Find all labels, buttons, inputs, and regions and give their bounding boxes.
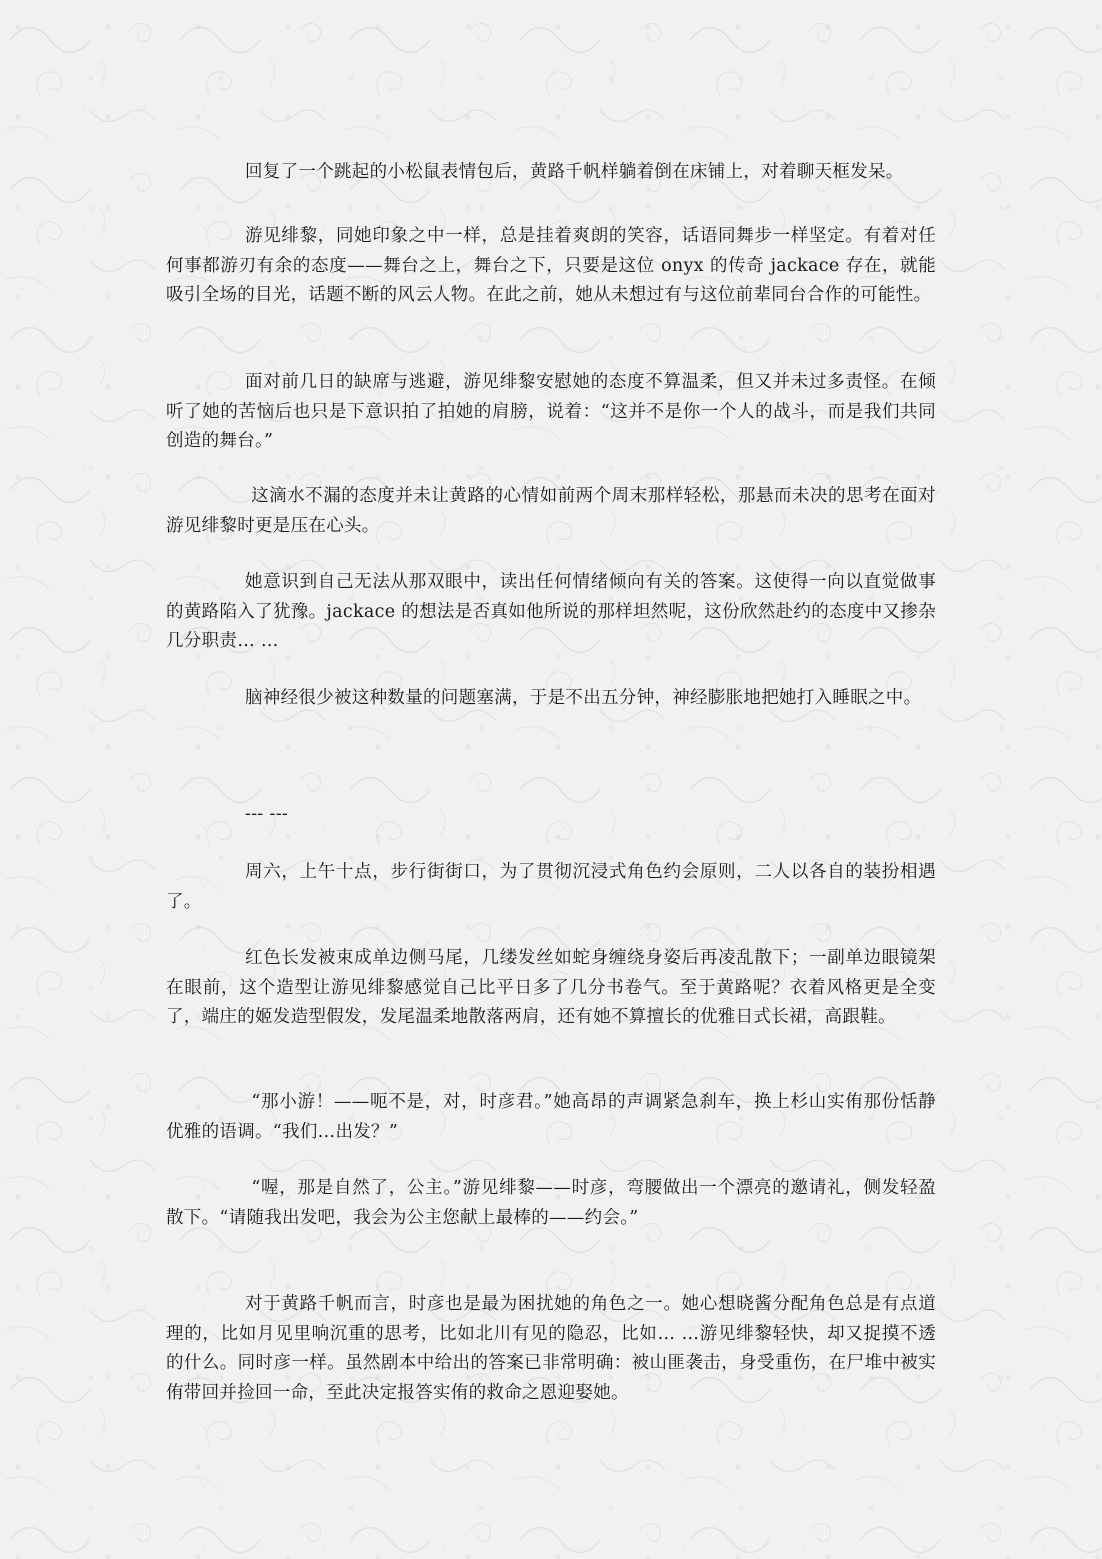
paragraph-6: 脑神经很少被这种数量的问题塞满，于是不出五分钟，神经膨胀地把她打入睡眠之中。 <box>245 688 922 708</box>
paragraph-9: “那小游！——呃不是，对，时彦君。”她高昂的声调紧急刹车，换上杉山实侑那份恬静优雅的语调。“我们…出发？” <box>166 1092 936 1142</box>
paragraph-5: 她意识到自己无法从那双眼中，读出任何情绪倾向有关的答案。这使得一向以直觉做事的黄路陷入了犹豫。jackace 的想法是否真如他所说的那样坦然呢，这份欣然赴约的态度中又掺杂几分职责… … <box>166 572 936 651</box>
paragraph-7: 周六，上午十点，步行街街口，为了贯彻沉浸式角色约会原则，二人以各自的装扮相遇了。 <box>166 862 936 912</box>
paragraph-10: “喔，那是自然了，公主。”游见绯黎——时彦，弯腰做出一个漂亮的邀请礼，侧发轻盈散下。“请随我出发吧，我会为公主您献上最棒的——约会。” <box>166 1178 936 1228</box>
section-divider: --- --- <box>245 804 289 824</box>
paragraph-8: 红色长发被束成单边侧马尾，几缕发丝如蛇身缠绕身姿后再凌乱散下；一副单边眼镜架在眼前，这个造型让游见绯黎感觉自己比平日多了几分书卷气。至于黄路呢？衣着风格更是全变了，端庄的姬发造型假发，发尾温柔地散落两肩，还有她不算擅长的优雅日式长裙，高跟鞋。 <box>166 948 936 1027</box>
paragraph-4: 这滴水不漏的态度并未让黄路的心情如前两个周末那样轻松，那悬而未决的思考在面对游见绯黎时更是压在心头。 <box>166 486 936 536</box>
paragraph-1: 回复了一个跳起的小松鼠表情包后，黄路千帆样躺着倒在床铺上，对着聊天框发呆。 <box>245 162 904 182</box>
paragraph-3: 面对前几日的缺席与逃避，游见绯黎安慰她的态度不算温柔，但又并未过多责怪。在倾听了她的苦恼后也只是下意识拍了拍她的肩膀，说着：“这并不是你一个人的战斗，而是我们共同创造的舞台。” <box>166 372 936 451</box>
paragraph-2: 游见绯黎，同她印象之中一样，总是挂着爽朗的笑容，话语同舞步一样坚定。有着对任何事都游刃有余的态度——舞台之上，舞台之下，只要是这位 onyx 的传奇 jackace 存在，就能吸引全场的目光，话题不断的风云人物。在此之前，她从未想过有与这位前辈同台合作的可能性。 <box>166 226 936 305</box>
paragraph-11: 对于黄路千帆而言，时彦也是最为困扰她的角色之一。她心想晓酱分配角色总是有点道理的，比如月见里响沉重的思考，比如北川有见的隐忍，比如… …游见绯黎轻快，却又捉摸不透的什么。同时彦一样。虽然剧本中给出的答案已非常明确：被山匪袭击，身受重伤，在尸堆中被实侑带回并捡回一命，至此决定报答实侑的救命之恩迎娶她。 <box>166 1294 936 1403</box>
